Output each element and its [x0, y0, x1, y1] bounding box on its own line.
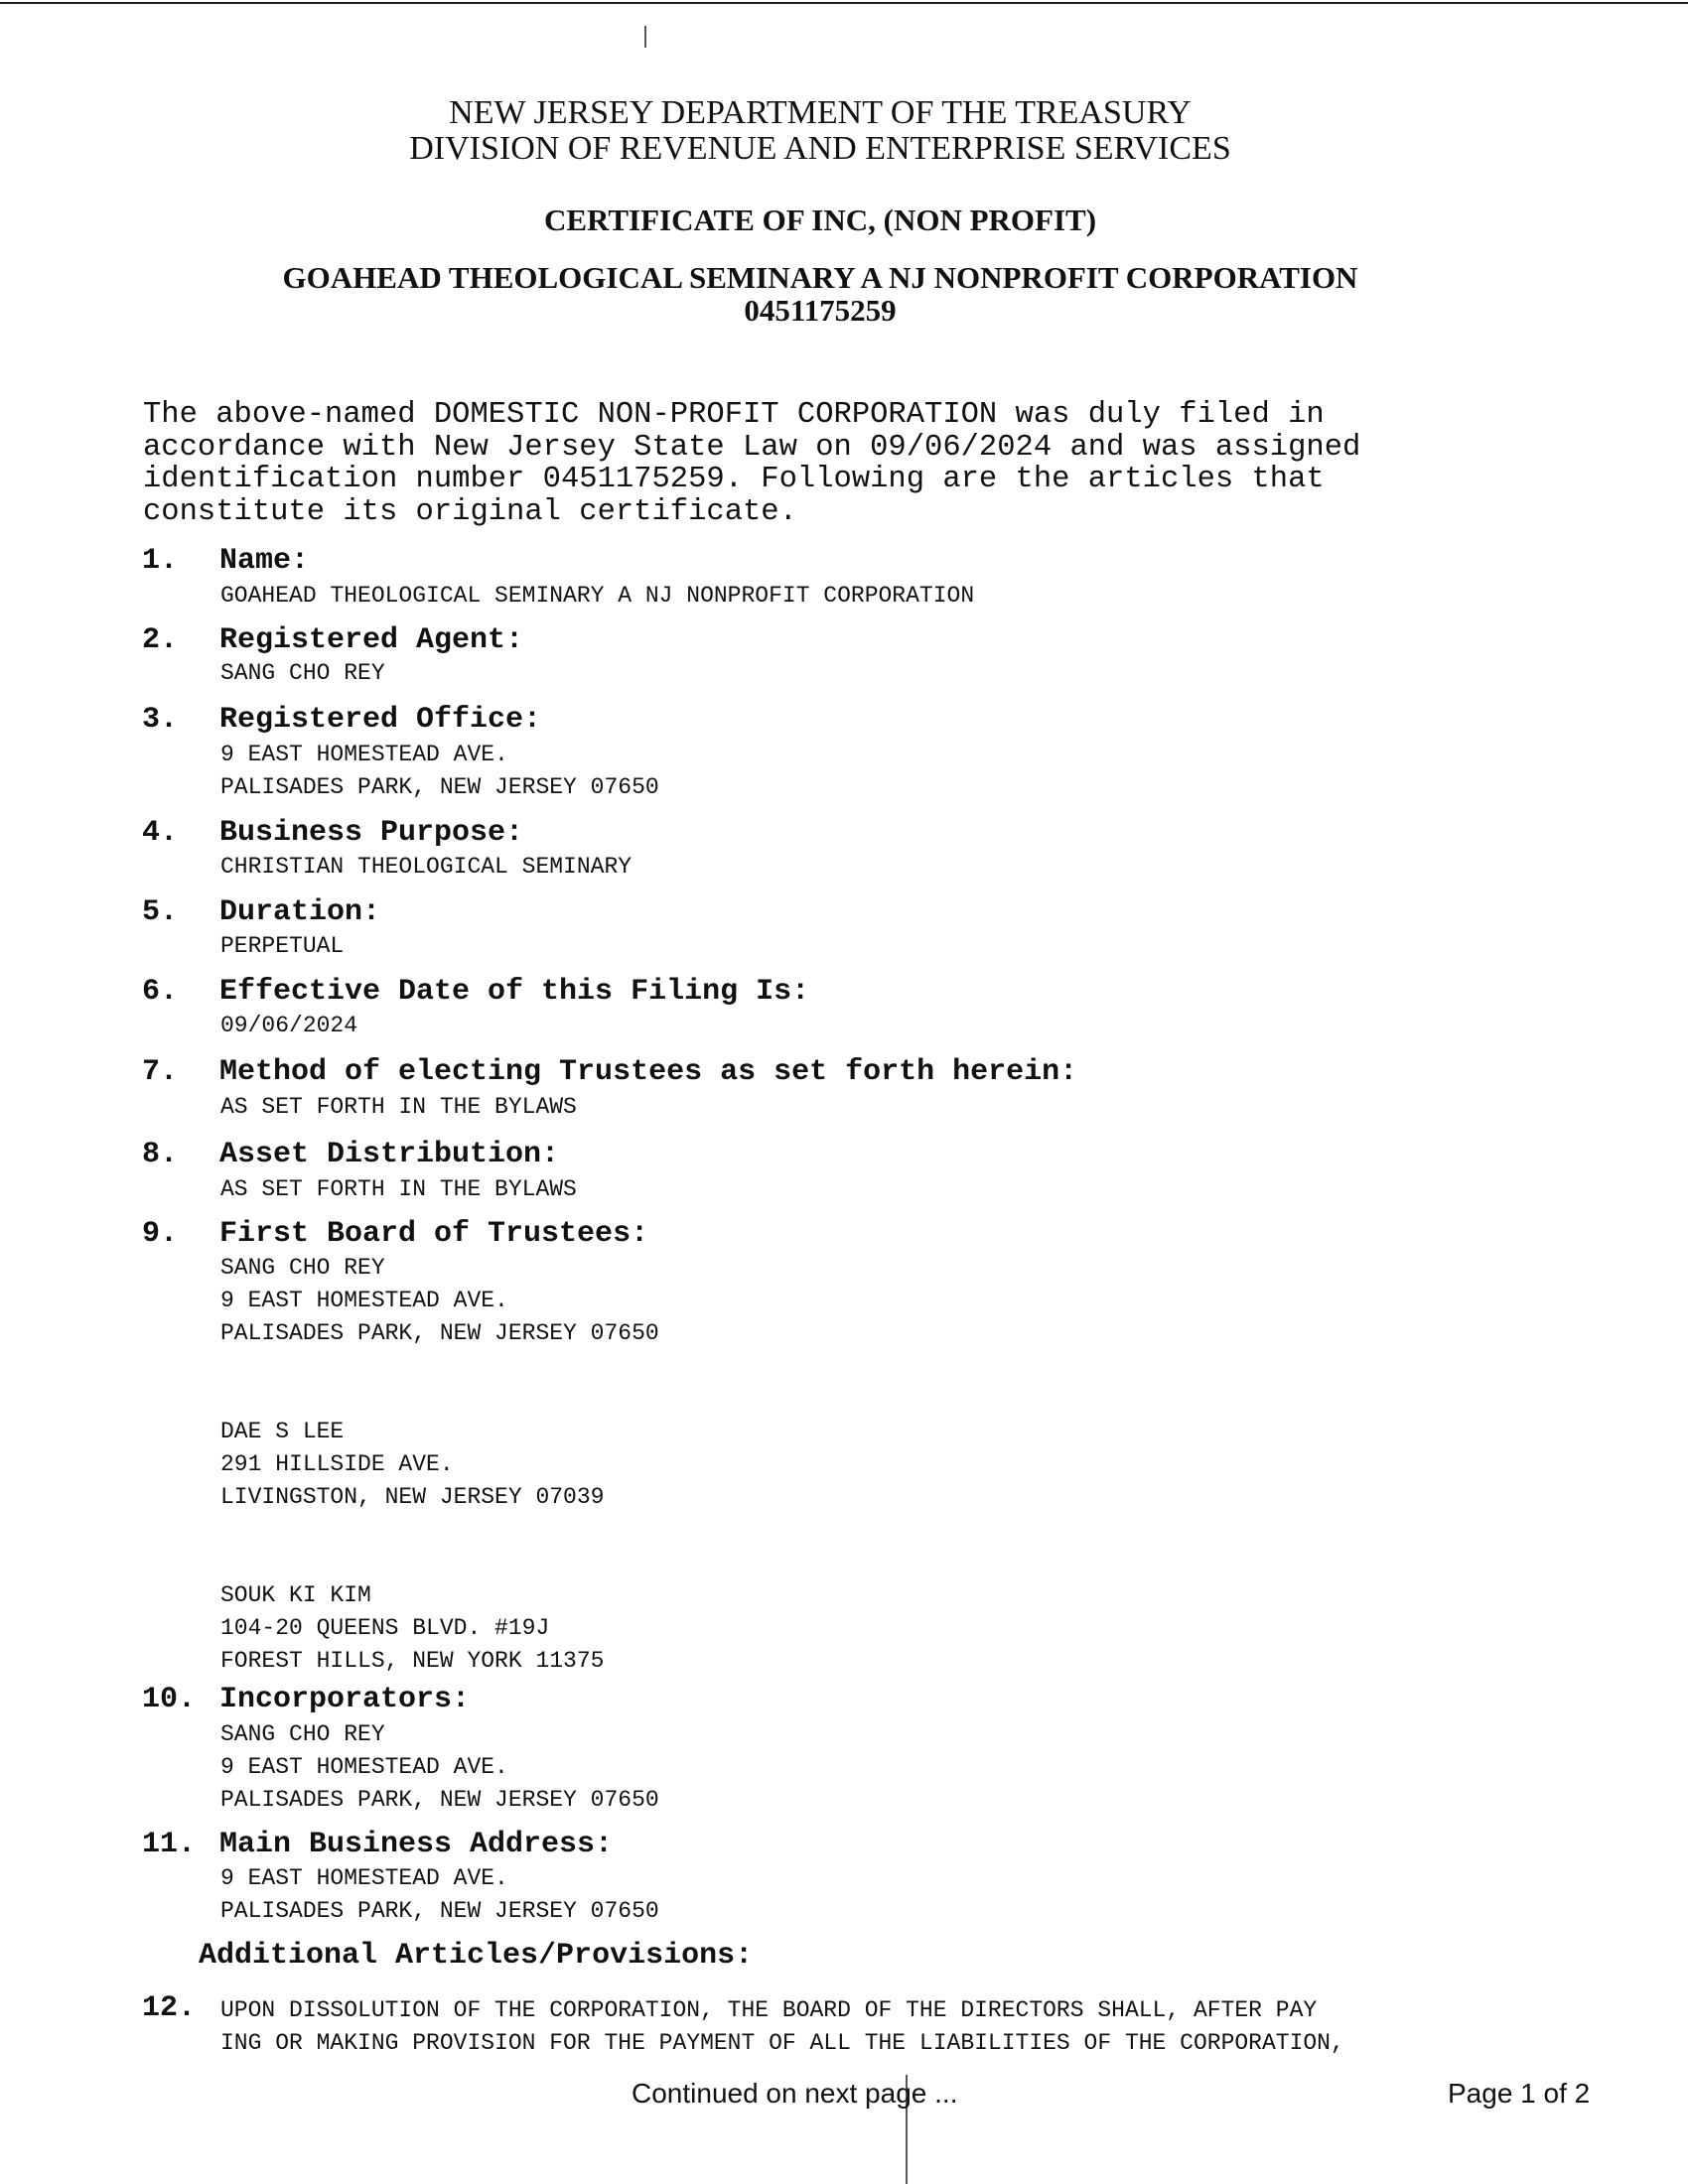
article-number: 1.: [142, 544, 179, 578]
intro-paragraph: [143, 399, 1360, 528]
additional-provisions-heading: Additional Articles/Provisions:: [199, 1939, 754, 1973]
article-value: 9 EAST HOMESTEAD AVE. PALISADES PARK, NEW JERSEY 07650: [220, 742, 659, 800]
article-number: 5.: [142, 895, 179, 929]
division-name: DIVISION OF REVENUE AND ENTERPRISE SERVICES: [409, 130, 1231, 167]
scan-top-border: [0, 2, 1688, 4]
article-number: 7.: [142, 1055, 179, 1089]
continued-note: Continued on next page ...: [632, 2078, 958, 2109]
page-number: Page 1 of 2: [1448, 2078, 1591, 2109]
article-value: GOAHEAD THEOLOGICAL SEMINARY A NJ NONPROFIT CORPORATION: [220, 583, 975, 609]
article-value: SANG CHO REY 9 EAST HOMESTEAD AVE. PALISADES PARK, NEW JERSEY 07650: [220, 1721, 659, 1813]
article-value: SANG CHO REY: [220, 660, 385, 686]
article-number: 2.: [142, 623, 179, 657]
article-label: Registered Office:: [219, 703, 542, 737]
article-label: Asset Distribution:: [219, 1138, 560, 1171]
intro-line: constitute its original certificate.: [143, 494, 797, 529]
article-label: Name:: [219, 544, 310, 578]
article-value: 09/06/2024: [220, 1013, 358, 1038]
article-label: Business Purpose:: [219, 816, 524, 850]
article-number: 8.: [142, 1138, 179, 1171]
article-number: 10.: [142, 1683, 197, 1716]
article-value: SANG CHO REY 9 EAST HOMESTEAD AVE. PALISADES PARK, NEW JERSEY 07650 DAE S LEE 291 HILLSIDE AVE. LIVINGSTON, NEW JERSEY 07039 SOUK KI KIM 104-20 QUEENS BLVD. #19J FOREST HILLS, NEW YORK 11375: [220, 1255, 659, 1674]
article-value: CHRISTIAN THEOLOGICAL SEMINARY: [220, 854, 633, 880]
article-number: 9.: [142, 1217, 179, 1251]
certificate-title: CERTIFICATE OF INC, (NON PROFIT): [543, 203, 1097, 237]
entity-id: 0451175259: [744, 293, 897, 328]
intro-line: The above-named DOMESTIC NON-PROFIT CORPORATION was duly filed in: [143, 398, 1325, 432]
department-name: NEW JERSEY DEPARTMENT OF THE TREASURY: [449, 94, 1192, 131]
article-value: 9 EAST HOMESTEAD AVE. PALISADES PARK, NEW JERSEY 07650: [220, 1865, 659, 1924]
article-label: Main Business Address:: [219, 1828, 614, 1861]
article-label: Duration:: [219, 895, 381, 929]
article-label: Method of electing Trustees as set forth herein:: [219, 1055, 1078, 1089]
article-number: 12.: [142, 1991, 197, 2025]
entity-name: GOAHEAD THEOLOGICAL SEMINARY A NJ NONPROFIT CORPORATION: [282, 260, 1358, 295]
intro-line: accordance with New Jersey State Law on 09/06/2024 and was assigned: [143, 430, 1361, 465]
article-number: 3.: [142, 703, 179, 737]
scan-mark: [644, 26, 646, 48]
article-number: 6.: [142, 975, 179, 1009]
article-value: PERPETUAL: [220, 933, 345, 959]
article-label: Registered Agent:: [219, 623, 524, 657]
article-number: 11.: [142, 1828, 197, 1861]
article-value: UPON DISSOLUTION OF THE CORPORATION, THE BOARD OF THE DIRECTORS SHALL, AFTER PAY ING OR MAKING PROVISION FOR THE PAYMENT OF ALL THE LIABILITIES OF THE CORPORATION,: [220, 1997, 1344, 2056]
article-number: 4.: [142, 816, 179, 850]
article-value: AS SET FORTH IN THE BYLAWS: [220, 1176, 577, 1202]
intro-line: identification number 0451175259. Following are the articles that: [143, 463, 1325, 496]
article-label: Effective Date of this Filing Is:: [219, 975, 810, 1009]
article-label: First Board of Trustees:: [219, 1217, 649, 1251]
article-label: Incorporators:: [219, 1683, 471, 1716]
article-value: AS SET FORTH IN THE BYLAWS: [220, 1094, 577, 1120]
